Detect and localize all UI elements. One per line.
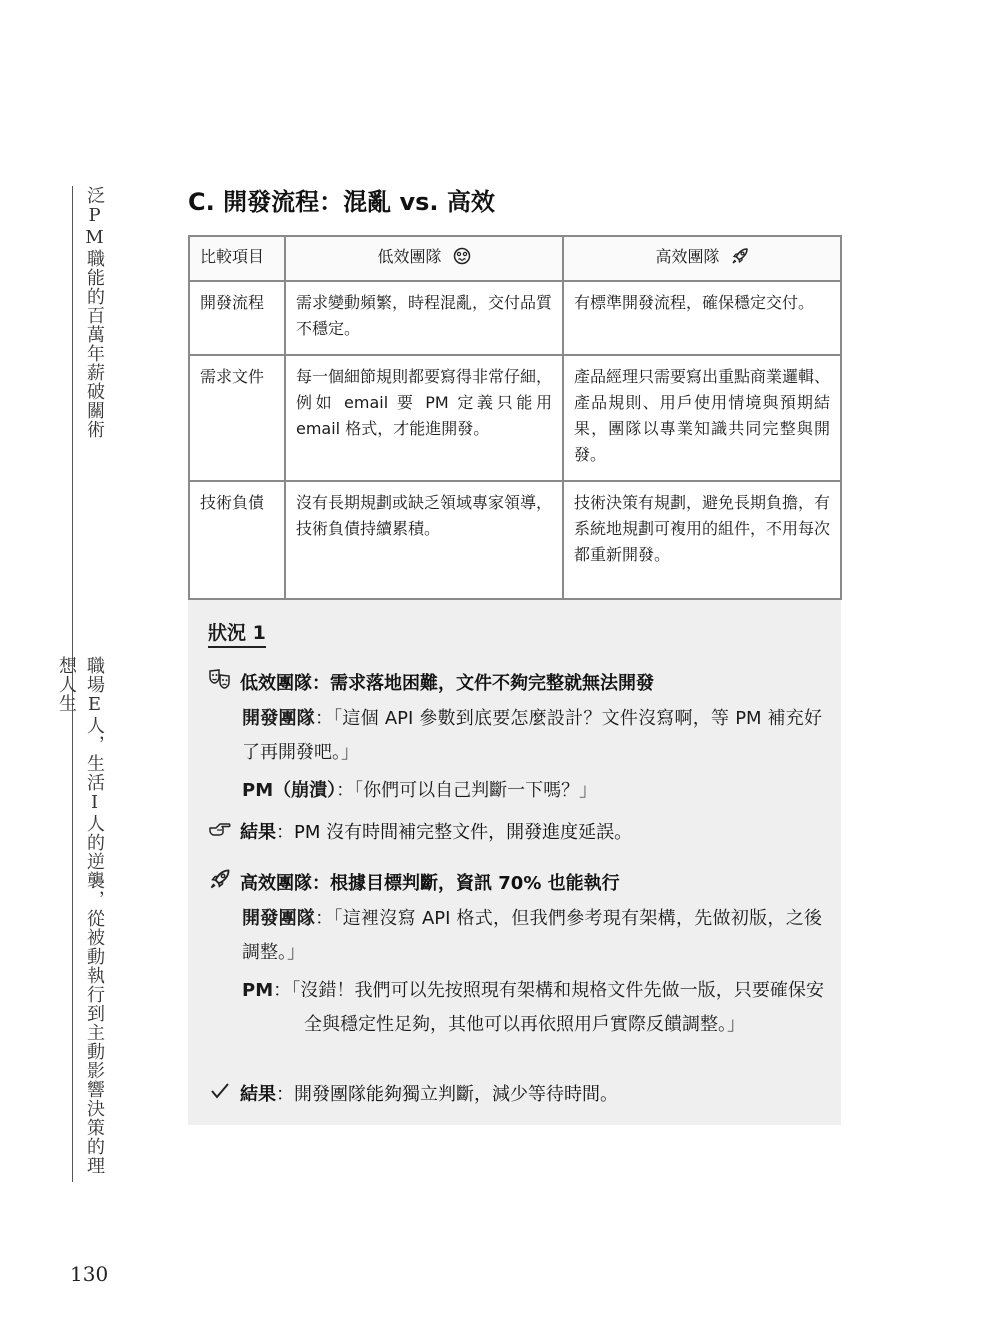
low-result-label: 結果 <box>240 822 276 843</box>
high-dialog-pm <box>242 974 824 1042</box>
rocket-icon <box>731 247 749 273</box>
speaker-pm: PM <box>242 980 274 1001</box>
rocket-icon <box>208 868 232 895</box>
confused-face-icon <box>453 247 471 273</box>
low-dialog-pm <box>242 774 822 808</box>
row-item: 技術負債 <box>189 481 285 599</box>
comparison-table <box>188 235 842 600</box>
table-row <box>189 481 841 599</box>
speaker-dev: 開發團隊 <box>242 908 316 929</box>
section-title: C. 開發流程：混亂 vs. 高效 <box>188 188 495 216</box>
low-team-heading <box>208 668 654 695</box>
row-item: 需求文件 <box>189 355 285 481</box>
low-result <box>208 818 632 844</box>
masks-icon <box>208 668 232 695</box>
speaker-dev: 開發團隊 <box>242 708 315 729</box>
dialog-text: ：「沒錯！我們可以先按照現有架構和規格文件先做一版，只要確保安全與穩定性足夠，其他可以再依照用戶實際反饋調整。」 <box>273 980 824 1035</box>
header-high-label: 高效團隊 <box>655 247 720 266</box>
high-result-label: 結果 <box>240 1084 276 1105</box>
case-box <box>188 600 841 1125</box>
row-low: 每一個細節規則都要寫得非常仔細，例如 email 要 PM 定義只能用 email 格式，才能進開發。 <box>285 355 563 481</box>
book-subtitle-vertical: 職場E人，生活I人的逆襲，從被動執行到主動影響決策的理想人生 <box>56 656 105 1175</box>
row-low: 沒有長期規劃或缺乏領域專家領導，技術負債持續累積。 <box>285 481 563 599</box>
high-dialog-dev <box>242 902 822 970</box>
low-dialog-dev <box>242 702 822 770</box>
table-header-row <box>189 236 841 281</box>
row-high: 產品經理只需要寫出重點商業邏輯、產品規則、用戶使用情境與預期結果，團隊以專業知識共同完整與開發。 <box>563 355 841 481</box>
pointing-hand-icon <box>208 819 232 844</box>
speaker-pm: PM（崩潰） <box>242 780 337 801</box>
dialog-text: ：「你們可以自己判斷一下嗎？」 <box>336 780 598 801</box>
header-low <box>285 236 563 281</box>
check-icon <box>208 1081 232 1106</box>
dialog-text: ：「這個 API 參數到底要怎麼設計？文件沒寫啊，等 PM 補充好了再開發吧。」 <box>242 708 822 763</box>
row-high: 有標準開發流程，確保穩定交付。 <box>563 281 841 355</box>
high-team-heading-text: 高效團隊：根據目標判斷，資訊 70% 也能執行 <box>240 872 620 894</box>
dialog-text: ：「這裡沒寫 API 格式，但我們參考現有架構，先做初版，之後調整。」 <box>242 908 822 963</box>
high-result <box>208 1080 618 1106</box>
high-team-heading <box>208 868 620 895</box>
row-high: 技術決策有規劃，避免長期負擔，有系統地規劃可複用的組件，不用每次都重新開發。 <box>563 481 841 599</box>
header-high <box>563 236 841 281</box>
table-row <box>189 281 841 355</box>
high-result-text: ：開發團隊能夠獨立判斷，減少等待時間。 <box>276 1084 618 1105</box>
row-item: 開發流程 <box>189 281 285 355</box>
low-team-heading-text: 低效團隊：需求落地困難，文件不夠完整就無法開發 <box>240 672 654 694</box>
header-low-label: 低效團隊 <box>377 247 442 266</box>
low-result-text: ：PM 沒有時間補完整文件，開發進度延誤。 <box>276 822 633 843</box>
book-title-vertical: 泛PM職能的百萬年薪破關術 <box>84 186 105 439</box>
case-title: 狀況 1 <box>208 618 266 648</box>
row-low: 需求變動頻繁，時程混亂，交付品質不穩定。 <box>285 281 563 355</box>
page-number: 130 <box>70 1262 109 1286</box>
table-row <box>189 355 841 481</box>
header-item: 比較項目 <box>189 236 285 281</box>
